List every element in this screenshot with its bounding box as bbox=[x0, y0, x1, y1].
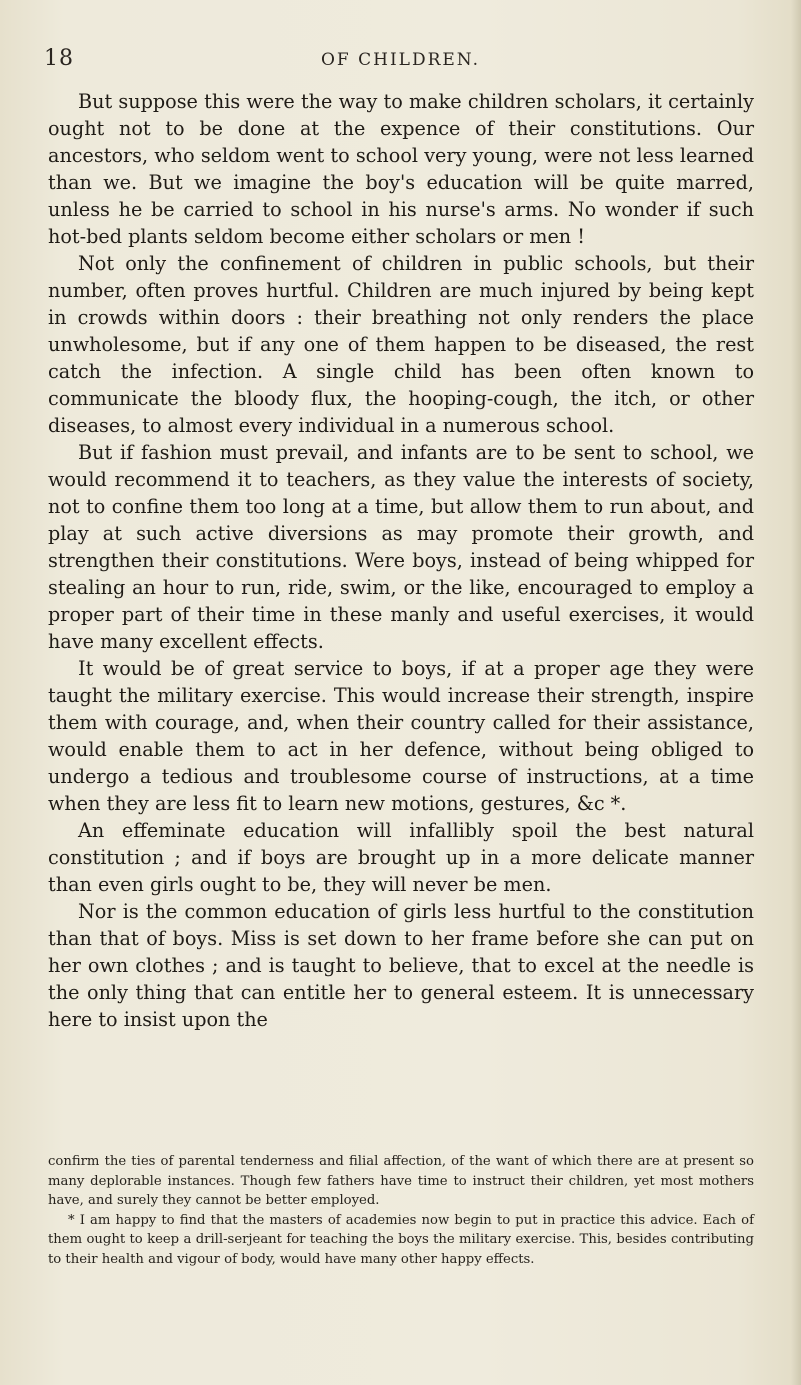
paragraph: Nor is the common education of girls less hurtful to the constitution than that of boys. Miss is set down to her frame before she can put on her own clothes ; and is taught to believe, that to excel at the needle is the only thing that can entitle her to general esteem. It is unnecessary here to insist upon the bbox=[48, 900, 754, 1031]
body-text bbox=[48, 88, 754, 1033]
footnotes bbox=[48, 1152, 754, 1269]
paragraph: Not only the confinement of children in public schools, but their number, often proves hurtful. Children are much injured by being kept in crowds within doors : their breathing not only renders the place unwholesome, but if any one of them happen to be diseased, the rest catch the infection. A single child has been often known to communicate the bloody flux, the hooping-cough, the itch, or other diseases, to almost every individual in a numerous school. bbox=[48, 252, 754, 437]
paragraph: But suppose this were the way to make children scholars, it certainly ought not to be done at the expence of their constitutions. Our ancestors, who seldom went to school very young, were not less learned than we. But we imagine the boy's education will be quite marred, unless he be carried to school in his nurse's arms. No wonder if such hot-bed plants seldom become either scholars or men ! bbox=[48, 90, 754, 248]
running-head: OF CHILDREN. bbox=[320, 50, 480, 70]
paragraph: An effeminate education will infallibly spoil the best natural constitution ; and if boys are brought up in a more delicate manner than even girls ought to be, they will never be men. bbox=[48, 819, 754, 896]
page-number: 18 bbox=[44, 46, 74, 71]
paragraph: It would be of great service to boys, if at a proper age they were taught the military exercise. This would increase their strength, inspire them with courage, and, when their country called for their assistance, would enable them to act in her defence, without being obliged to undergo a tedious and troublesome course of instructions, at a time when they are less fit to learn new motions, gestures, &c *. bbox=[48, 657, 754, 815]
footnote: * I am happy to find that the masters of academies now begin to put in practice this advice. Each of them ought to keep a drill-serjeant for teaching the boys the military exercise. This, besides contributing to their health and vigour of body, would have many other happy effects. bbox=[48, 1212, 754, 1267]
paragraph: But if fashion must prevail, and infants are to be sent to school, we would recommend it to teachers, as they value the interests of society, not to confine them too long at a time, but allow them to run about, and play at such active diversions as may promote their growth, and strengthen their constitutions. Were boys, instead of being whipped for stealing an hour to run, ride, swim, or the like, encouraged to employ a proper part of their time in these manly and useful exercises, it would have many excellent effects. bbox=[48, 441, 754, 653]
page-edge-shadow bbox=[791, 0, 801, 1385]
page-header bbox=[0, 46, 801, 76]
footnote-continuation: confirm the ties of parental tenderness and filial affection, of the want of which there are at present so many deplorable instances. Though few fathers have time to instruct their children, yet most mothers have, and surely they cannot be better employed. bbox=[48, 1154, 754, 1208]
